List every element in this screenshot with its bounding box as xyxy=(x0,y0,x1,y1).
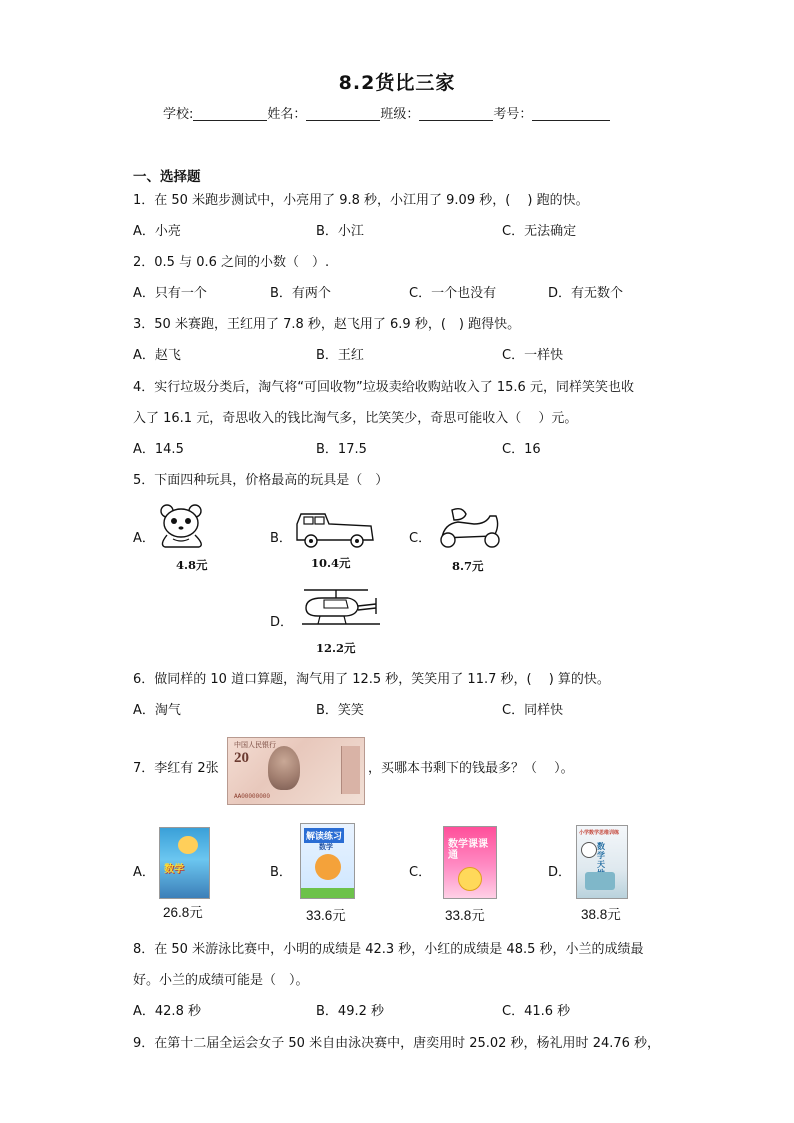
q6-option-c[interactable]: C．同样快 xyxy=(502,703,564,718)
q7-price-b: 33.6元 xyxy=(306,908,346,923)
banknote-value: 20 xyxy=(234,750,249,766)
book-a-illustration xyxy=(178,836,198,854)
q3-option-c[interactable]: C．一样快 xyxy=(502,348,564,363)
clock-icon xyxy=(581,842,597,858)
q4-option-b[interactable]: B．17.5 xyxy=(316,442,367,457)
q7-price-c: 33.8元 xyxy=(445,908,485,923)
q1-option-b[interactable]: B．小江 xyxy=(316,224,364,239)
class-label: 班级： xyxy=(380,107,420,122)
q4-option-c[interactable]: C．16 xyxy=(502,442,541,457)
book-a-title: 数学 xyxy=(164,864,184,875)
q5-option-a[interactable]: A． xyxy=(133,531,155,546)
toy-helicopter-icon xyxy=(296,586,386,632)
question-8-line-1: 8．在 50 米游泳比赛中，小明的成绩是 42.3 秒，小红的成绩是 48.5 秒，小兰的成绩最 xyxy=(133,942,644,957)
q2-option-a[interactable]: A．只有一个 xyxy=(133,286,207,301)
question-7-post: ，买哪本书剩下的钱最多？（ ）。 xyxy=(368,761,574,776)
book-c-title: 数学课课通 xyxy=(448,839,488,861)
question-5: 5．下面四种玩具，价格最高的玩具是（ ） xyxy=(133,473,389,488)
q3-option-b[interactable]: B．王红 xyxy=(316,348,364,363)
class-blank[interactable] xyxy=(419,106,493,121)
book-c-cover xyxy=(443,826,497,899)
q7-option-c[interactable]: C． xyxy=(409,865,432,880)
book-b-cover xyxy=(300,823,355,899)
name-blank[interactable] xyxy=(306,106,380,121)
school-blank[interactable] xyxy=(193,106,267,121)
q7-price-a: 26.8元 xyxy=(163,905,203,920)
book-d-title: 数学天 xyxy=(597,842,605,869)
scooter-toy-icon xyxy=(434,506,508,552)
twenty-yuan-banknote xyxy=(227,737,365,805)
portrait-icon xyxy=(268,746,300,790)
book-d-illustration xyxy=(585,872,615,890)
q5-price-b: 10.4元 xyxy=(311,556,351,570)
name-label: 姓名： xyxy=(267,107,307,122)
q5-option-b[interactable]: B． xyxy=(270,531,292,546)
banknote-header: 中国人民银行 xyxy=(234,741,276,749)
q5-price-d: 12.2元 xyxy=(316,641,356,655)
book-b-footer xyxy=(301,888,354,898)
question-4-line-1: 4．实行垃圾分类后，淘气将“可回收物”垃圾卖给收购站收入了 15.6 元，同样笑笑也收 xyxy=(133,380,634,395)
question-3: 3．50 米赛跑，王红用了 7.8 秒，赵飞用了 6.9 秒，( ) 跑得快。 xyxy=(133,317,521,332)
q1-option-a[interactable]: A．小亮 xyxy=(133,224,181,239)
q7-option-d[interactable]: D． xyxy=(548,865,572,880)
q6-option-a[interactable]: A．淘气 xyxy=(133,703,181,718)
question-9: 9．在第十二届全运会女子 50 米自由泳决赛中，唐奕用时 25.02 秒，杨礼用时 24.76 秒， xyxy=(133,1036,661,1051)
q7-option-a[interactable]: A． xyxy=(133,865,155,880)
q7-option-b[interactable]: B． xyxy=(270,865,292,880)
exam-no-blank[interactable] xyxy=(532,106,610,121)
q1-option-c[interactable]: C．无法确定 xyxy=(502,224,577,239)
book-d-cover xyxy=(576,825,628,899)
q6-option-b[interactable]: B．笑笑 xyxy=(316,703,364,718)
book-d-top-text: 小学数学思维训练 xyxy=(579,830,620,836)
school-label: 学校: xyxy=(163,107,194,122)
question-1: 1．在 50 米跑步测试中，小亮用了 9.8 秒，小江用了 9.09 秒，( ) 跑的快。 xyxy=(133,193,589,208)
q5-price-c: 8.7元 xyxy=(452,559,484,573)
q3-option-a[interactable]: A．赵飞 xyxy=(133,348,181,363)
q2-option-c[interactable]: C．一个也没有 xyxy=(409,286,497,301)
question-7-pre: 7．李红有 2张 xyxy=(133,761,219,776)
q2-option-d[interactable]: D．有无数个 xyxy=(548,286,624,301)
question-8-line-2: 好。小兰的成绩可能是（ ）。 xyxy=(133,973,309,988)
panda-toy-icon xyxy=(155,503,215,553)
banknote-side-value xyxy=(341,746,360,794)
q5-price-a: 4.8元 xyxy=(176,558,208,572)
q8-option-c[interactable]: C．41.6 秒 xyxy=(502,1004,571,1019)
question-6: 6．做同样的 10 道口算题，淘气用了 12.5 秒，笑笑用了 11.7 秒，( ) 算的快。 xyxy=(133,672,610,687)
q5-option-d[interactable]: D． xyxy=(270,615,294,630)
question-2: 2．0.5 与 0.6 之间的小数（ ）. xyxy=(133,255,330,270)
book-b-title: 解读练习 xyxy=(304,828,344,843)
question-4-line-2: 入了 16.1 元，奇思收入的钱比淘气多，比笑笑少，奇思可能收入（ ）元。 xyxy=(133,411,578,426)
book-b-subtitle: 数学 xyxy=(319,843,333,851)
q2-option-b[interactable]: B．有两个 xyxy=(270,286,331,301)
section-heading: 一、选择题 xyxy=(133,169,201,185)
student-info-row xyxy=(163,103,610,122)
q8-option-a[interactable]: A．42.8 秒 xyxy=(133,1004,201,1019)
toy-car-icon xyxy=(295,510,377,550)
banknote-serial: AA00000000 xyxy=(234,793,271,800)
book-c-illustration xyxy=(458,867,482,891)
q5-option-c[interactable]: C． xyxy=(409,531,432,546)
page-title: 8.2货比三家 xyxy=(338,72,456,94)
book-a-cover xyxy=(159,827,210,899)
book-b-illustration xyxy=(315,854,341,880)
q8-option-b[interactable]: B．49.2 秒 xyxy=(316,1004,384,1019)
exam-no-label: 考号： xyxy=(493,107,533,122)
q7-price-d: 38.8元 xyxy=(581,907,621,922)
q4-option-a[interactable]: A．14.5 xyxy=(133,442,184,457)
